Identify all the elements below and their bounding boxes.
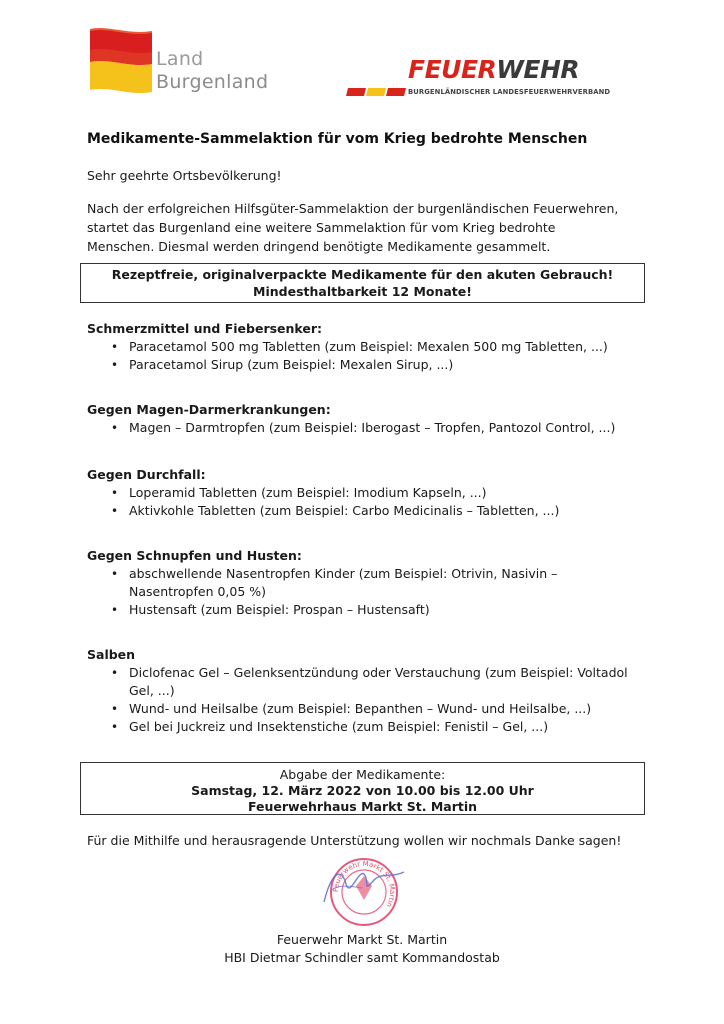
bullet-icon: •: [111, 702, 119, 716]
section-schmerzmittel: [87, 320, 667, 374]
bullet-icon: •: [111, 567, 119, 581]
list-item: [87, 419, 629, 437]
official-stamp: [312, 850, 412, 930]
list-item: [87, 664, 629, 700]
section-heading: Schmerzmittel und Fiebersenker:: [87, 321, 323, 336]
list-item: [87, 502, 629, 520]
land-burgenland-logo: [88, 26, 288, 100]
list-item: [87, 338, 629, 356]
intro-line: Menschen. Diesmal werden dringend benötigte Medikamente gesammelt.: [87, 239, 551, 254]
section-heading: Salben: [87, 647, 136, 662]
list-item-text: abschwellende Nasentropfen Kinder (zum Beispiel: Otrivin, Nasivin – Nasentropfen 0,05 %): [129, 566, 558, 599]
item-list: [87, 338, 667, 374]
bullet-icon: •: [111, 340, 119, 354]
feuerwehr-logo: [344, 55, 614, 102]
bullet-icon: •: [111, 421, 119, 435]
signature-name: HBI Dietmar Schindler samt Kommandostab: [224, 950, 500, 965]
bullet-icon: •: [111, 720, 119, 734]
feuerwehr-subtitle: BURGENLÄNDISCHER LANDESFEUERWEHRVERBAND: [408, 88, 611, 96]
list-item-text: Aktivkohle Tabletten (zum Beispiel: Carbo Medicinalis – Tabletten, ...): [129, 503, 560, 518]
feuerwehr-wordmark: [408, 55, 579, 84]
dropoff-date: Samstag, 12. März 2022 von 10.00 bis 12.00 Uhr: [191, 783, 534, 798]
feuerwehr-stripe-icon: [344, 85, 408, 99]
signature-organization: Feuerwehr Markt St. Martin: [276, 932, 448, 947]
section-heading: Gegen Schnupfen und Husten:: [87, 548, 302, 563]
list-item-text: Hustensaft (zum Beispiel: Prospan – Hustensaft): [129, 602, 430, 617]
section-durchfall: [87, 466, 667, 520]
wordmark-part-red: FEUER: [408, 55, 497, 84]
list-item-text: Paracetamol Sirup (zum Beispiel: Mexalen Sirup, ...): [129, 357, 454, 372]
section-magen-darm: [87, 401, 667, 437]
item-list: [87, 419, 667, 437]
section-schnupfen-husten: [87, 547, 667, 619]
notice-line: Rezeptfreie, originalverpackte Medikamente für den akuten Gebrauch!: [111, 267, 614, 282]
item-list: [87, 565, 667, 619]
bullet-icon: •: [111, 504, 119, 518]
item-list: [87, 664, 667, 736]
list-item-text: Wund- und Heilsalbe (zum Beispiel: Bepanthen – Wund- und Heilsalbe, ...): [129, 701, 592, 716]
bullet-icon: •: [111, 486, 119, 500]
item-list: [87, 484, 667, 520]
stamp-text: Feuerwehr Markt St. Martin: [331, 859, 397, 909]
notice-box: [80, 263, 645, 303]
greeting: Sehr geehrte Ortsbevölkerung!: [87, 168, 282, 183]
bullet-icon: •: [111, 603, 119, 617]
list-item: [87, 484, 629, 502]
notice-line: Mindesthaltbarkeit 12 Monate!: [253, 283, 472, 299]
list-item-text: Gel bei Juckreiz und Insektenstiche (zum Beispiel: Fenistil – Gel, ...): [129, 719, 549, 734]
burgenland-flag-icon: [88, 26, 154, 98]
logo-text-burgenland: Burgenland: [156, 71, 269, 93]
bullet-icon: •: [111, 666, 119, 680]
wordmark-part-dark: WEHR: [496, 55, 580, 84]
dropoff-box: [80, 762, 645, 815]
list-item: [87, 565, 629, 601]
section-salben: [87, 646, 667, 736]
section-heading: Gegen Durchfall:: [87, 467, 206, 482]
list-item: [87, 700, 629, 718]
list-item: [87, 718, 629, 736]
list-item: [87, 356, 629, 374]
intro-paragraph: [87, 199, 647, 256]
dropoff-location: Feuerwehrhaus Markt St. Martin: [247, 799, 478, 814]
list-item-text: Magen – Darmtropfen (zum Beispiel: Iberogast – Tropfen, Pantozol Control, ...): [129, 420, 616, 435]
list-item-text: Paracetamol 500 mg Tabletten (zum Beispiel: Mexalen 500 mg Tabletten, ...): [129, 339, 608, 354]
bullet-icon: •: [111, 358, 119, 372]
stamp-seal-icon: [312, 850, 412, 930]
logo-text-land: Land: [156, 48, 204, 70]
dropoff-label: Abgabe der Medikamente:: [279, 767, 446, 782]
document-title: Medikamente-Sammelaktion für vom Krieg bedrohte Menschen: [87, 131, 588, 147]
section-heading: Gegen Magen-Darmerkrankungen:: [87, 402, 331, 417]
list-item-text: Diclofenac Gel – Gelenksentzündung oder Verstauchung (zum Beispiel: Voltadol Gel, ...): [129, 665, 628, 698]
list-item-text: Loperamid Tabletten (zum Beispiel: Imodium Kapseln, ...): [129, 485, 487, 500]
list-item: [87, 601, 629, 619]
thanks-text: Für die Mithilfe und herausragende Unterstützung wollen wir nochmals Danke sagen!: [87, 833, 622, 848]
intro-line: Nach der erfolgreichen Hilfsgüter-Sammelaktion der burgenländischen Feuerwehren,: [87, 201, 619, 216]
intro-line: startet das Burgenland eine weitere Sammelaktion für vom Krieg bedrohte: [87, 220, 556, 235]
